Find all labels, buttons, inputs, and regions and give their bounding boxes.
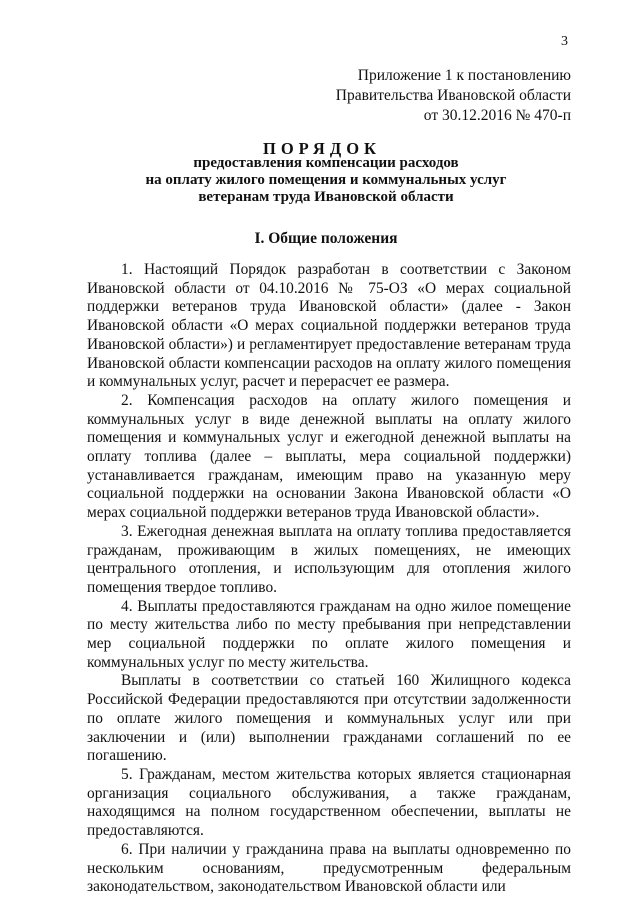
paragraph: 3. Ежегодная денежная выплата на оплату топлива предоставляется гражданам, проживающим в жилых помещениях, не имеющих центрального отопления, и использующим для отопления жилого помещения твердое топливо. xyxy=(87,522,571,596)
attachment-header xyxy=(300,66,571,126)
subtitle-line: ветеранам труда Ивановской области xyxy=(198,189,454,205)
paragraph: Выплаты в соответствии со статьей 160 Жилищного кодекса Российской Федерации предоставляются при отсутствии задолженности по оплате жилого помещения и коммунальных услуг или при заключении и (или) выполнении гражданами соглашений по ее погашению. xyxy=(87,672,571,765)
paragraph: 2. Компенсация расходов на оплату жилого помещения и коммунальных услуг в виде денежной выплаты на оплату жилого помещения и коммунальных услуг и ежегодной денежной выплаты на оплату топлива (далее – выплаты, мера социальной поддержки) устанавливается гражданам, имеющим право на указанную меру социальной поддержки на основании Закона Ивановской области «О мерах социальной поддержки ветеранов труда Ивановской области». xyxy=(87,391,571,522)
paragraph: 5. Гражданам, местом жительства которых является стационарная организация социального обслуживания, а также гражданам, находящимся на полном государственном обеспечении, выплаты не предоставляются. xyxy=(87,765,571,840)
subtitle-line: предоставления компенсации расходов xyxy=(193,155,459,171)
document-subtitle xyxy=(0,155,640,206)
document-title: ПОРЯДОК xyxy=(263,139,381,158)
subtitle-line: на оплату жилого помещения и коммунальных услуг xyxy=(145,172,507,188)
paragraph: 4. Выплаты предоставляются гражданам на одно жилое помещение по месту жительства либо по месту пребывания при непредставлении мер социальной поддержки по оплате жилого помещения и коммунальных услуг по месту жительства. xyxy=(87,597,571,671)
paragraph: 6. При наличии у гражданина права на выплаты одновременно по нескольким основаниям, предусмотренным федеральным законодательством, законодательством Ивановской области или xyxy=(87,840,571,896)
attachment-line: Правительства Ивановской области xyxy=(335,87,571,104)
attachment-line: от 30.12.2016 № 470-п xyxy=(423,107,571,124)
section-body xyxy=(87,261,571,897)
page-number: 3 xyxy=(561,34,568,49)
paragraph: 1. Настоящий Порядок разработан в соответствии с Законом Ивановской области от 04.10.2016 № 75-ОЗ «О мерах социальной поддержки ветеранов труда Ивановской области» (далее - Закон Ивановской области «О мерах социальной поддержки ветеранов труда Ивановской области») и регламентирует предоставление ветеранам труда Ивановской области компенсации расходов на оплату жилого помещения и коммунальных услуг, расчет и перерасчет ее размера. xyxy=(87,261,571,391)
attachment-line: Приложение 1 к постановлению xyxy=(357,67,571,84)
section-heading: I. Общие положения xyxy=(254,230,398,247)
